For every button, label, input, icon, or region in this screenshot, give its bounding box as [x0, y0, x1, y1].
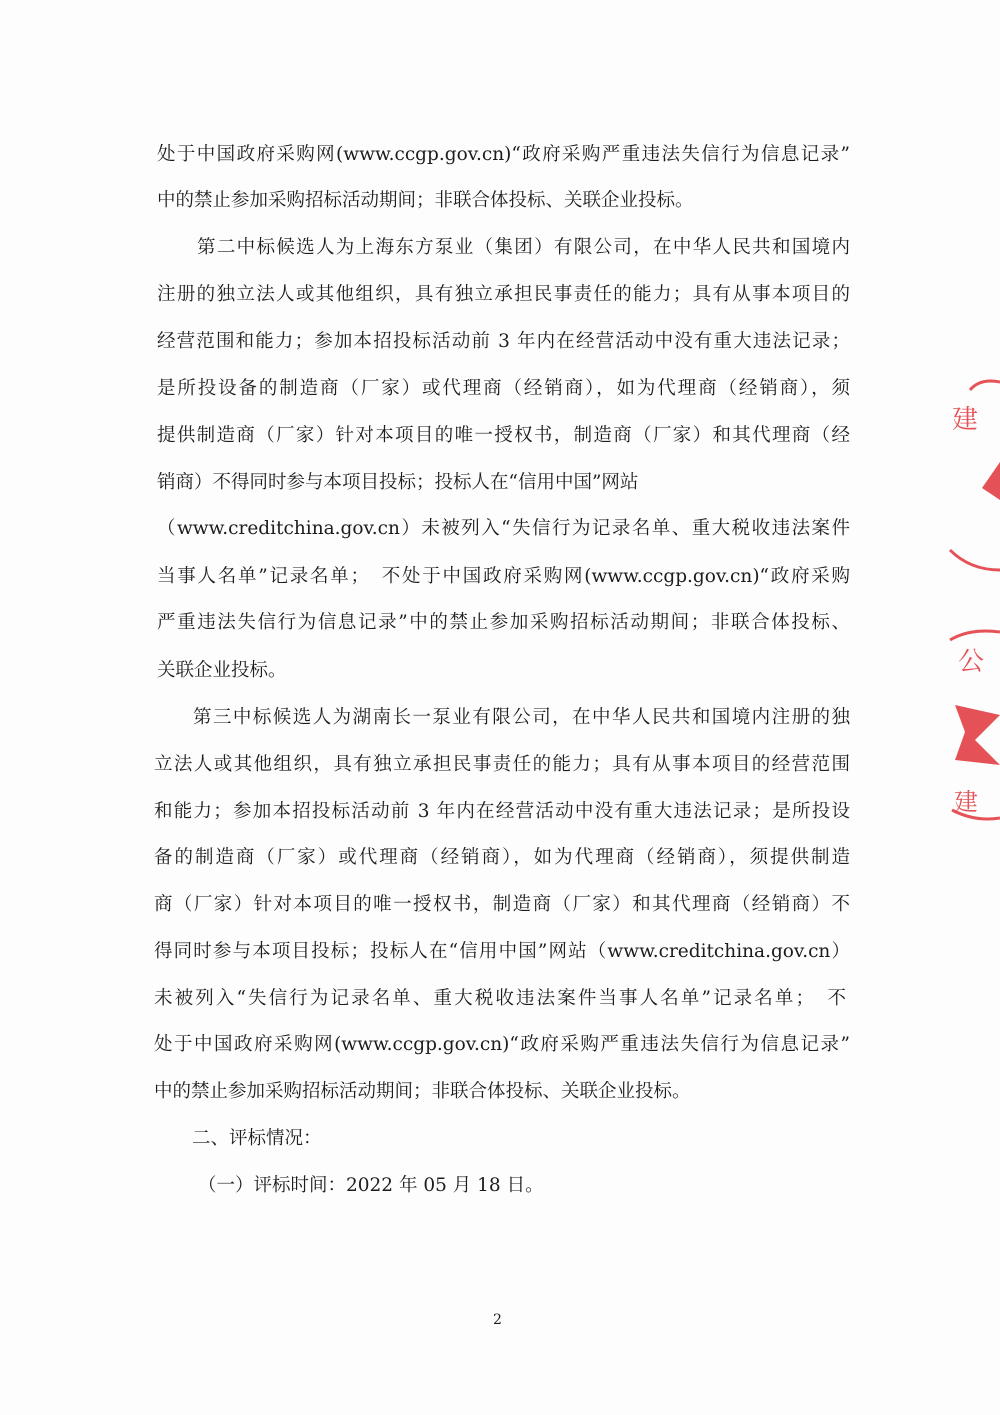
- text-line: 中的禁止参加采购招标活动期间；非联合体投标、关联企业投标。: [154, 1081, 691, 1102]
- text-line: 第二中标候选人为上海东方泵业（集团）有限公司，在中华人民共和国境内: [197, 237, 850, 258]
- text-line: 销商）不得同时参与本项目投标；投标人在“信用中国”网站: [157, 472, 639, 493]
- evaluation-time: （一）评标时间：2022 年 05 月 18 日。: [198, 1175, 544, 1196]
- text-line: 备的制造商（厂家）或代理商（经销商），如为代理商（经销商），须提供制造: [154, 847, 850, 868]
- text-line: 注册的独立法人或其他组织，具有独立承担民事责任的能力；具有从事本项目的: [157, 284, 850, 305]
- official-seal-fragment: [940, 370, 1000, 830]
- text-line: 严重违法失信行为信息记录”中的禁止参加采购招标活动期间；非联合体投标、: [157, 612, 850, 633]
- svg-text:公: 公: [958, 647, 985, 677]
- text-line: 是所投设备的制造商（厂家）或代理商（经销商），如为代理商（经销商），须: [157, 378, 850, 399]
- text-line: 当事人名单”记录名单； 不处于中国政府采购网(www.ccgp.gov.cn)“政府采购: [157, 566, 850, 587]
- text-line: 经营范围和能力；参加本招投标活动前 3 年内在经营活动中没有重大违法记录；: [157, 331, 850, 352]
- text-line: 提供制造商（厂家）针对本项目的唯一授权书，制造商（厂家）和其代理商（经: [157, 425, 850, 446]
- text-line: 和能力；参加本招投标活动前 3 年内在经营活动中没有重大违法记录；是所投设: [154, 801, 850, 822]
- text-line: 立法人或其他组织，具有独立承担民事责任的能力；具有从事本项目的经营范围: [154, 754, 850, 775]
- svg-text:建: 建: [954, 788, 978, 816]
- svg-text:建: 建: [952, 405, 979, 435]
- text-line: 第三中标候选人为湖南长一泵业有限公司，在中华人民共和国境内注册的独: [193, 707, 850, 728]
- text-line: 中的禁止参加采购招标活动期间；非联合体投标、关联企业投标。: [157, 190, 694, 211]
- text-line: 商（厂家）针对本项目的唯一授权书，制造商（厂家）和其代理商（经销商）不: [154, 894, 850, 915]
- text-line: 关联企业投标。: [157, 660, 287, 681]
- page-number: 2: [493, 1312, 502, 1328]
- text-line: 处于中国政府采购网(www.ccgp.gov.cn)“政府采购严重违法失信行为信息记录”: [154, 1034, 850, 1055]
- text-line: 未被列入“失信行为记录名单、重大税收违法案件当事人名单”记录名单； 不: [154, 988, 846, 1009]
- text-line: 处于中国政府采购网(www.ccgp.gov.cn)“政府采购严重违法失信行为信息记录”: [157, 144, 850, 165]
- text-line: （www.creditchina.gov.cn）未被列入“失信行为记录名单、重大税收违法案件: [157, 518, 850, 539]
- section-heading: 二、评标情况：: [192, 1128, 322, 1149]
- text-line: 得同时参与本项目投标；投标人在“信用中国”网站（www.creditchina.gov.cn）: [154, 941, 850, 962]
